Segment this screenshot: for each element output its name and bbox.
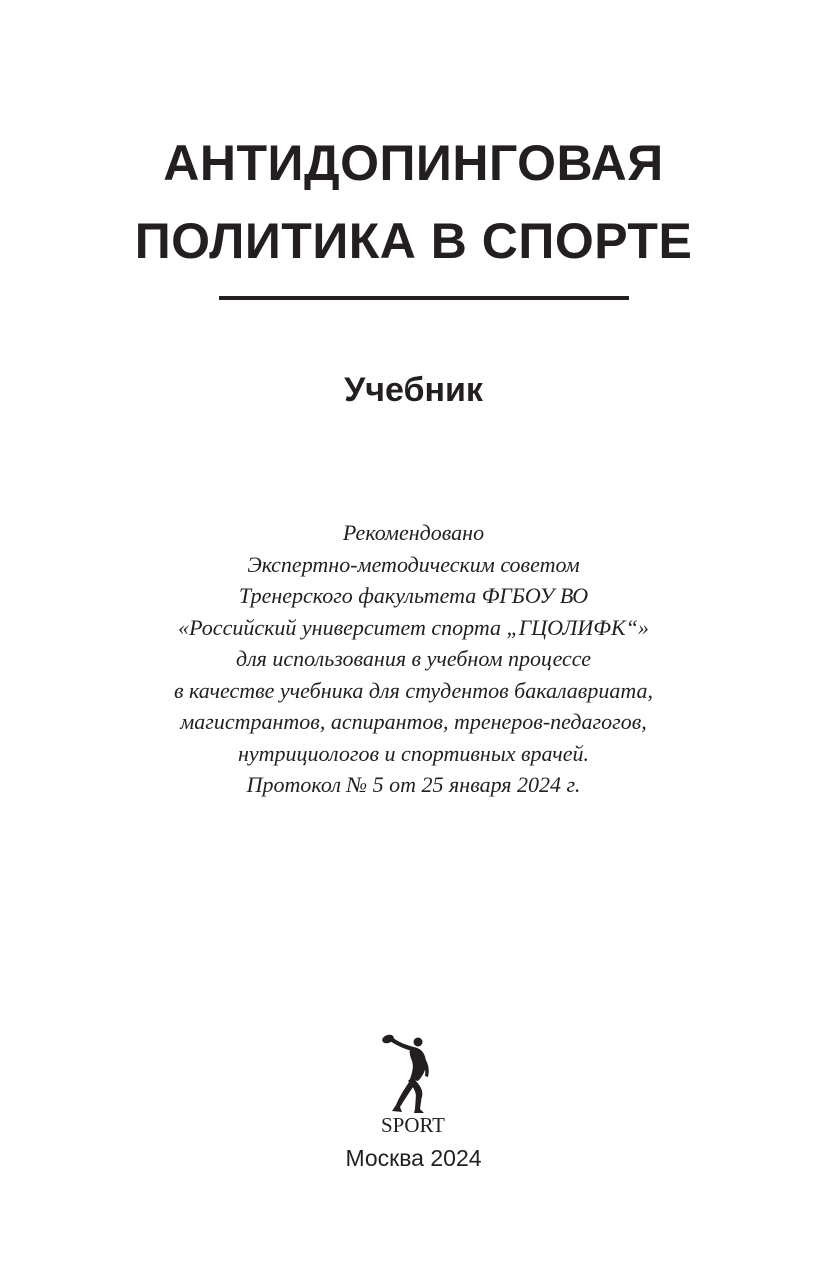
publisher-logo (378, 1033, 448, 1137)
book-subtitle: Учебник (344, 371, 483, 409)
approval-line: Экспертно-методическим советом (247, 551, 580, 577)
approval-line: в качестве учебника для студентов бакалавриата, (173, 677, 654, 703)
approval-line: для использования в учебном процессе (235, 646, 592, 671)
title-divider (219, 296, 629, 300)
approval-line: Тренерского факультета ФГБОУ ВО (238, 583, 589, 608)
book-title (0, 124, 827, 280)
publication-place-year: Москва 2024 (345, 1145, 482, 1171)
book-title-line-1: АНТИДОПИНГОВАЯ (163, 135, 664, 191)
book-title-line-2: ПОЛИТИКА В СПОРТЕ (134, 213, 693, 269)
publisher-logo-text: SPORT (381, 1113, 446, 1137)
approval-line: нутрициологов и спортивных врачей. (237, 740, 590, 766)
discus-thrower-icon (381, 1033, 429, 1113)
approval-line: Протокол № 5 от 25 января 2024 г. (246, 772, 581, 797)
approval-line: «Российский университет спорта „ГЦОЛИФК“» (178, 614, 649, 640)
approval-line: магистрантов, аспирантов, тренеров-педагогов, (180, 709, 647, 734)
approval-statement (0, 517, 827, 801)
approval-line: Рекомендовано (342, 520, 485, 545)
